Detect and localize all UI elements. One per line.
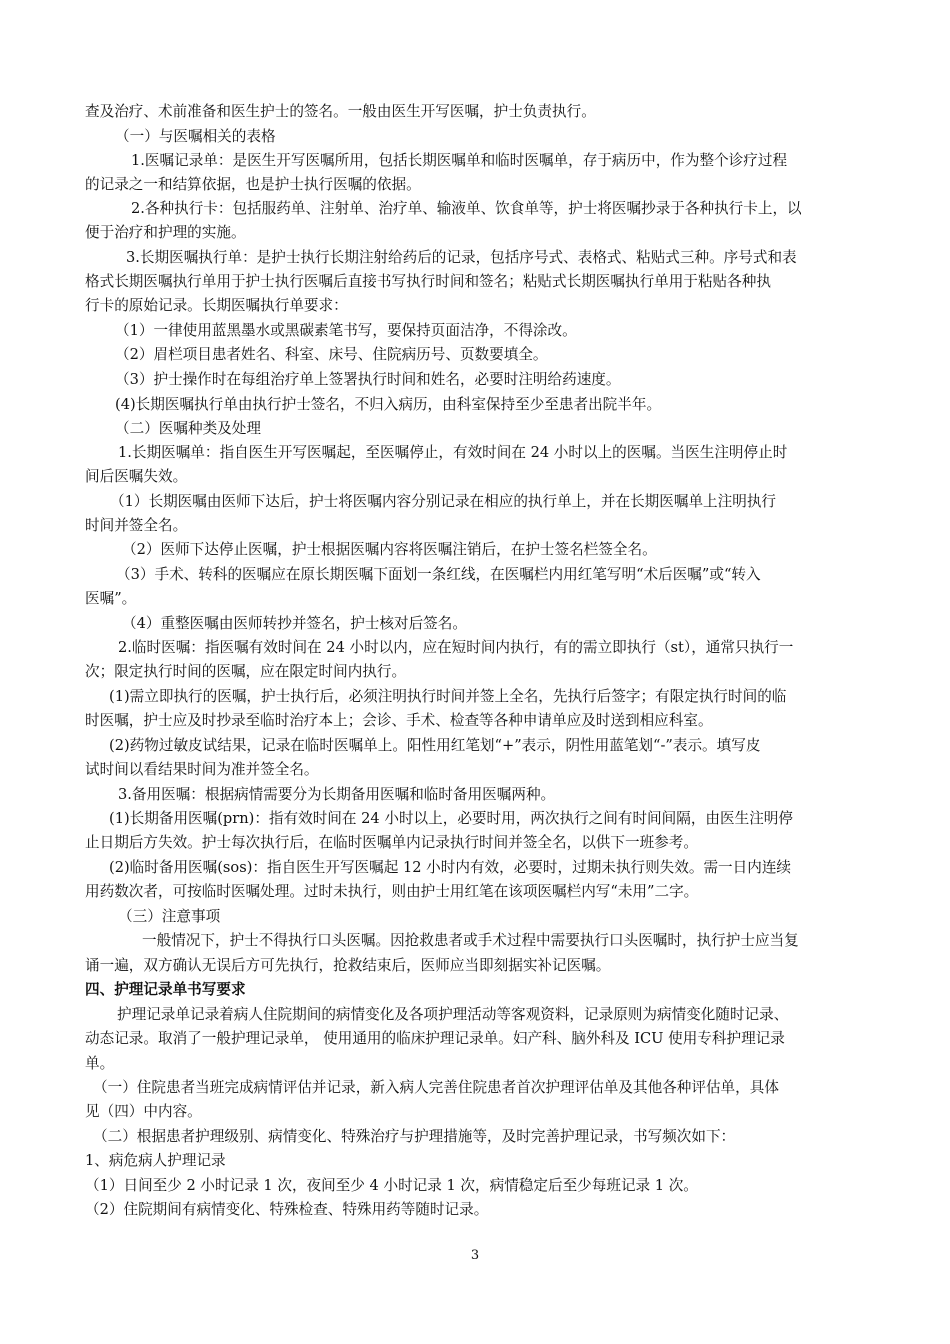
text-line: （1）日间至少 2 小时记录 1 次，夜间至少 4 小时记录 1 次，病情稳定后至少每班记录 1 次。 [85,1177,698,1194]
text-line: （二）根据患者护理级别、病情变化、特殊治疗与护理措施等，及时完善护理记录，书写频次如下： [93,1128,736,1145]
text-line: 止日期后方失效。护士每次执行后，在临时医嘱单内记录执行时间并签全名，以供下一班参考。 [85,834,698,851]
text-line: 行卡的原始记录。长期医嘱执行单要求： [85,297,348,314]
text-line: 便于治疗和护理的实施。 [85,224,246,241]
text-line: （3）手术、转科的医嘱应在原长期医嘱下面划一条红线，在医嘱栏内用红笔写明“术后医嘱”或“转入 [116,566,761,583]
text-line: (1)需立即执行的医嘱，护士执行后，必须注明执行时间并签上全名，先执行后签字；有限定执行时间的临 [109,688,787,705]
text-line: 时医嘱，护士应及时抄录至临时治疗本上；会诊、手术、检查等各种申请单应及时送到相应科室。 [85,712,713,729]
text-line: 间后医嘱失效。 [85,468,188,485]
text-line: （3）护士操作时在每组治疗单上签署执行时间和姓名，必要时注明给药速度。 [115,371,621,388]
text-line: （1）长期医嘱由医师下达后，护士将医嘱内容分别记录在相应的执行单上，并在长期医嘱单上注明执行 [110,493,777,510]
text-line: （2）医师下达停止医嘱，护士根据医嘱内容将医嘱注销后，在护士签名栏签全名。 [122,541,657,558]
text-line: 3.备用医嘱：根据病情需要分为长期备用医嘱和临时备用医嘱两种。 [118,786,556,803]
text-line: （4）重整医嘱由医师转抄并签名，护士核对后签名。 [122,615,467,632]
section-heading: （二）医嘱种类及处理 [115,420,261,437]
text-line: 试时间以看结果时间为准并签全名。 [85,761,319,778]
text-line: 医嘱”。 [85,590,137,607]
text-line: 时间并签全名。 [85,517,188,534]
text-line: 一般情况下，护士不得执行口头医嘱。因抢救患者或手术过程中需要执行口头医嘱时，执行护士应当复 [142,932,799,949]
text-line: （一）住院患者当班完成病情评估并记录，新入病人完善住院患者首次护理评估单及其他各种评估单，具体 [93,1079,779,1096]
text-line: (2)临时备用医嘱(sos)：指自医生开写医嘱起 12 小时内有效，必要时，过期未执行则失效。需一日内连续 [109,859,792,876]
text-line: (2)药物过敏皮试结果，记录在临时医嘱单上。阳性用红笔划“+”表示，阴性用蓝笔划“-”表示。填写皮 [109,737,761,754]
text-line: 动态记录。取消了一般护理记录单， 使用通用的临床护理记录单。妇产科、脑外科及 ICU 使用专科护理记录 [85,1030,785,1047]
text-line: 2.各种执行卡：包括服药单、注射单、治疗单、输液单、饮食单等，护士将医嘱抄录于各种执行卡上，以 [131,200,802,217]
text-line: 1.长期医嘱单：指自医生开写医嘱起，至医嘱停止，有效时间在 24 小时以上的医嘱。当医生注明停止时 [118,444,788,461]
text-line: （2）住院期间有病情变化、特殊检查、特殊用药等随时记录。 [85,1201,489,1218]
text-line: 见（四）中内容。 [85,1103,202,1120]
text-line: 用药数次者，可按临时医嘱处理。过时未执行，则由护士用红笔在该项医嘱栏内写“未用”二字。 [85,883,699,900]
text-line: 格式长期医嘱执行单用于护士执行医嘱后直接书写执行时间和签名；粘贴式长期医嘱执行单用于粘贴各种执 [85,273,771,290]
section-heading: （一）与医嘱相关的表格 [115,128,276,145]
text-line: 3.长期医嘱执行单：是护士执行长期注射给药后的记录，包括序号式、表格式、粘贴式三种。序号式和表 [126,249,797,266]
text-line: （1）一律使用蓝黑墨水或黑碳素笔书写，要保持页面洁净，不得涂改。 [115,322,577,339]
text-line: 护理记录单记录着病人住院期间的病情变化及各项护理活动等客观资料，记录原则为病情变化随时记录、 [117,1006,789,1023]
section-heading: （三）注意事项 [118,908,221,925]
text-line: 单。 [85,1055,115,1072]
text-line: 1、病危病人护理记录 [85,1152,226,1169]
text-line: 的记录之一和结算依据，也是护士执行医嘱的依据。 [85,176,421,193]
text-line: （2）眉栏项目患者姓名、科室、床号、住院病历号、页数要填全。 [115,346,548,363]
text-line: 次；限定执行时间的医嘱，应在限定时间内执行。 [85,663,407,680]
text-line: 2.临时医嘱：指医嘱有效时间在 24 小时以内，应在短时间内执行，有的需立即执行（st），通常只执行一 [118,639,794,656]
text-line: 诵一遍，双方确认无误后方可先执行，抢救结束后，医师应当即刻据实补记医嘱。 [85,957,611,974]
chapter-heading: 四、护理记录单书写要求 [85,981,246,998]
text-line: 查及治疗、术前准备和医生护士的签名。一般由医生开写医嘱，护士负责执行。 [85,103,596,120]
text-line: (4)长期医嘱执行单由执行护士签名，不归入病历，由科室保持至少至患者出院半年。 [115,396,662,413]
text-line: (1)长期备用医嘱(prn)：指有效时间在 24 小时以上，必要时用，两次执行之间有时间间隔，由医生注明停 [109,810,793,827]
text-line: 1.医嘱记录单：是医生开写医嘱所用，包括长期医嘱单和临时医嘱单，存于病历中，作为整个诊疗过程 [131,152,788,169]
page-number: 3 [470,1248,480,1263]
